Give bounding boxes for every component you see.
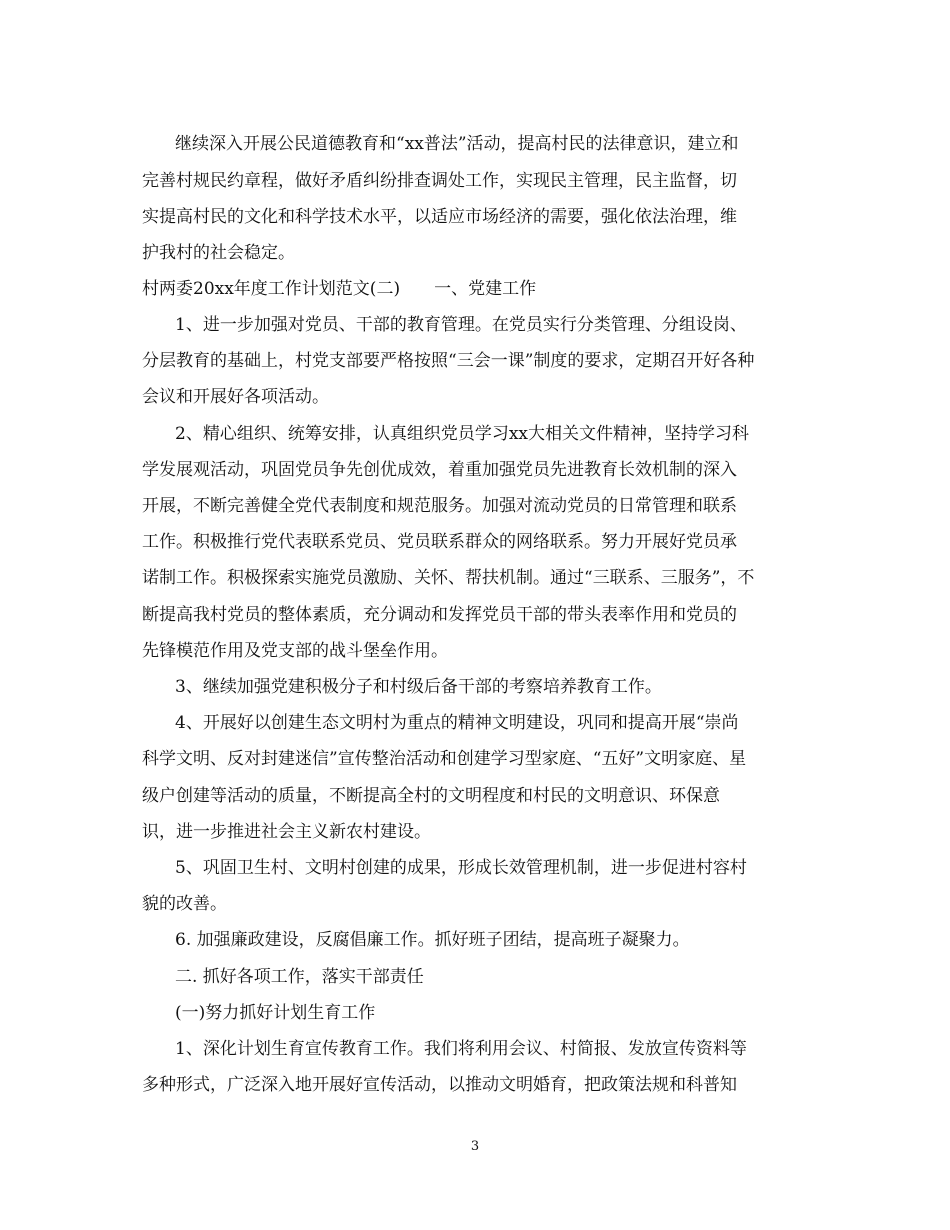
- paragraph-line: 学发展观活动，巩固党员争先创优成效，着重加强党员先进教育长效机制的深入: [142, 460, 737, 480]
- paragraph-line: 5、巩固卫生村、文明村创建的成果，形成长效管理机制，进一步促进村容村: [175, 858, 747, 878]
- subsection-heading: (一)努力抓好计划生育工作: [175, 1003, 376, 1023]
- paragraph-line: 实提高村民的文化和科学技术水平，以适应市场经济的需要，强化依法治理，维: [142, 207, 737, 227]
- paragraph-line: 6. 加强廉政建设，反腐倡廉工作。抓好班子团结，提高班子凝聚力。: [175, 930, 690, 950]
- paragraph-line: 开展，不断完善健全党代表制度和规范服务。加强对流动党员的日常管理和联系: [142, 496, 737, 516]
- paragraph-line: 1、深化计划生育宣传教育工作。我们将利用会议、村简报、发放宣传资料等: [175, 1039, 747, 1059]
- paragraph-line: 多种形式，广泛深入地开展好宣传活动，以推动文明婚育，把政策法规和科普知: [142, 1075, 737, 1095]
- paragraph-line: 4、开展好以创建生态文明村为重点的精神文明建设，巩同和提高开展“崇尚: [175, 713, 739, 733]
- paragraph-line: 先锋模范作用及党支部的战斗堡垒作用。: [142, 641, 448, 661]
- section-heading: 二. 抓好各项工作，落实干部责任: [175, 967, 424, 987]
- paragraph-line: 诺制工作。积极探索实施党员激励、关怀、帮扶机制。通过“三联系、三服务”，不: [142, 568, 755, 588]
- paragraph-line: 识，进一步推进社会主义新农村建设。: [142, 822, 431, 842]
- paragraph-line: 护我村的社会稳定。: [142, 243, 295, 263]
- paragraph-line: 科学文明、反对封建迷信”宣传整治活动和创建学习型家庭、“五好”文明家庭、星: [142, 749, 747, 769]
- paragraph-line: 3、继续加强党建积极分子和村级后备干部的考察培养教育工作。: [175, 677, 662, 697]
- paragraph-line: 会议和开展好各项活动。: [142, 387, 329, 407]
- paragraph-line: 分层教育的基础上，村党支部要严格按照“三会一课”制度的要求，定期召开好各种: [142, 351, 755, 371]
- paragraph-line: 完善村规民约章程，做好矛盾纠纷排查调处工作，实现民主管理，民主监督，切: [142, 171, 737, 191]
- section-heading: 村两委20xx年度工作计划范文(二) 一、党建工作: [142, 279, 537, 299]
- paragraph-line: 断提高我村党员的整体素质，充分调动和发挥党员干部的带头表率作用和党员的: [142, 605, 737, 625]
- paragraph-line: 工作。积极推行党代表联系党员、党员联系群众的网络联系。努力开展好党员承: [142, 532, 737, 552]
- paragraph-line: 继续深入开展公民道德教育和“xx普法”活动，提高村民的法律意识，建立和: [175, 134, 739, 154]
- paragraph-line: 貌的改善。: [142, 894, 227, 914]
- paragraph-line: 级户创建等活动的质量，不断提高全村的文明程度和村民的文明意识、环保意: [142, 786, 720, 806]
- paragraph-line: 1、进一步加强对党员、干部的教育管理。在党员实行分类管理、分组设岗、: [175, 315, 747, 335]
- page-number: 3: [470, 1139, 480, 1154]
- paragraph-line: 2、精心组织、统筹安排，认真组织党员学习xx大相关文件精神，坚持学习科: [175, 424, 749, 444]
